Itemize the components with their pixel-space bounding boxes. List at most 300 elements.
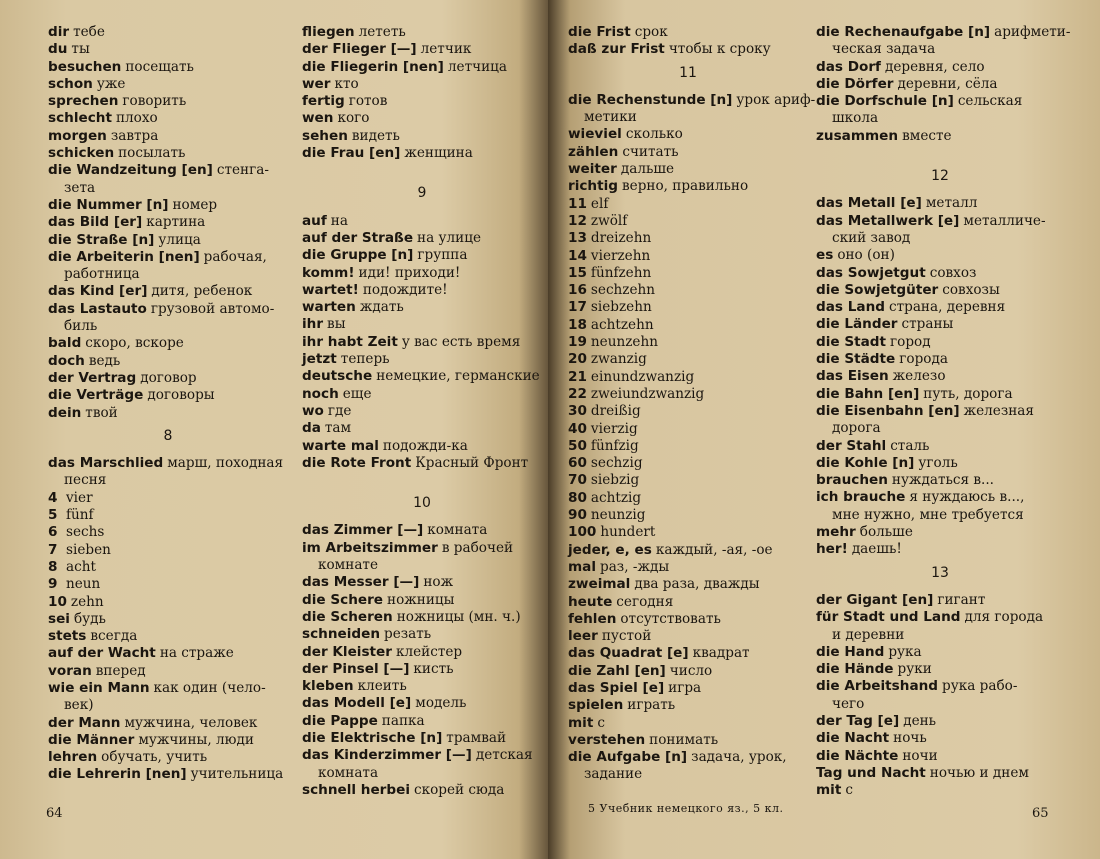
german-term: der Flieger [—] xyxy=(302,41,417,58)
vocab-entry xyxy=(816,678,1064,695)
translation: hundert xyxy=(600,524,656,541)
vocab-entry-continuation xyxy=(48,472,288,489)
german-term: ihr habt Zeit xyxy=(302,333,398,350)
vocab-entry xyxy=(568,715,808,732)
vocab-entry xyxy=(816,609,1064,626)
german-term: 90 xyxy=(568,507,587,524)
translation: zweiundzwanzig xyxy=(590,385,705,402)
translation: задание xyxy=(584,766,643,783)
page-footer: 5 Учебник немецкого яз., 5 кл. xyxy=(588,802,784,815)
vocab-entry xyxy=(48,41,288,58)
vocab-entry xyxy=(816,403,1064,420)
translation: дальше xyxy=(620,161,675,178)
german-term: die Stadt xyxy=(816,333,887,350)
vocab-entry xyxy=(48,162,288,179)
translation: neun xyxy=(66,576,101,593)
german-term: 18 xyxy=(568,316,587,333)
german-term: das Messer [—] xyxy=(302,574,420,591)
vocab-entry xyxy=(568,351,808,368)
translation: посещать xyxy=(125,58,194,75)
vocab-entry xyxy=(48,110,288,127)
vocab-entry-continuation xyxy=(816,230,1064,247)
vocab-entry xyxy=(568,230,808,247)
vocab-entry xyxy=(302,455,542,472)
vocab-entry-continuation xyxy=(302,557,542,574)
vocab-entry xyxy=(48,559,288,576)
translation: квадрат xyxy=(692,645,750,662)
german-term: der Stahl xyxy=(816,437,887,454)
vocab-entry xyxy=(816,299,1064,316)
translation: на xyxy=(330,212,348,229)
german-term: die Scheren xyxy=(302,608,393,625)
vocab-entry xyxy=(302,59,542,76)
vocab-entry xyxy=(568,455,808,472)
translation: номер xyxy=(172,196,218,213)
translation: каждый, -ая, -ое xyxy=(655,541,773,558)
vocab-entry xyxy=(816,748,1064,765)
translation: нуждаться в... xyxy=(891,472,995,489)
vocab-entry xyxy=(302,41,542,58)
spacer xyxy=(302,472,542,489)
translation: в рабочей xyxy=(441,539,514,556)
german-term: du xyxy=(48,41,68,58)
german-term: die Hand xyxy=(816,643,885,660)
german-term: die Rechenstunde [n] xyxy=(568,91,733,108)
vocab-entry xyxy=(568,628,808,645)
vocab-entry xyxy=(568,144,808,161)
german-term: besuchen xyxy=(48,58,122,75)
translation: ждать xyxy=(359,299,404,316)
translation: играть xyxy=(627,697,676,714)
translation: ты xyxy=(71,41,90,58)
section-number: 8 xyxy=(163,427,173,444)
translation: fünfzig xyxy=(590,437,639,454)
german-term: die Elektrische [n] xyxy=(302,729,443,746)
german-term: ihr xyxy=(302,316,324,333)
translation: с xyxy=(597,714,605,731)
vocab-entry xyxy=(568,317,808,334)
german-term: verstehen xyxy=(568,731,646,748)
translation: метики xyxy=(584,109,637,126)
translation: клеить xyxy=(357,678,407,695)
vocab-entry xyxy=(48,645,288,662)
vocab-entry xyxy=(48,715,288,732)
german-term: 10 xyxy=(48,593,67,610)
vocab-entry xyxy=(568,697,808,714)
german-term: jeder, e, es xyxy=(568,541,652,558)
translation: на страже xyxy=(159,645,234,662)
vocab-entry xyxy=(48,249,288,266)
vocab-entry xyxy=(302,334,542,351)
german-term: die Dorfschule [n] xyxy=(816,93,954,110)
german-term: doch xyxy=(48,352,85,369)
translation: совхоз xyxy=(929,264,977,281)
vocab-entry xyxy=(568,41,808,58)
vocab-entry xyxy=(302,592,542,609)
vocab-entry xyxy=(568,126,808,143)
german-term: richtig xyxy=(568,178,618,195)
german-term: 5 xyxy=(48,507,58,524)
section-number: 9 xyxy=(417,185,427,202)
vocab-entry xyxy=(302,299,542,316)
vocab-entry-continuation xyxy=(48,318,288,335)
vocab-entry xyxy=(302,386,542,403)
vocab-entry xyxy=(816,351,1064,368)
vocab-entry xyxy=(568,663,808,680)
translation: страна, деревня xyxy=(888,299,1006,316)
translation: улица xyxy=(158,231,201,248)
translation: dreißig xyxy=(590,403,641,420)
translation: посылать xyxy=(118,145,186,162)
german-term: das Lastauto xyxy=(48,300,147,317)
german-term: im Arbeitszimmer xyxy=(302,539,438,556)
german-term: zählen xyxy=(568,143,619,160)
vocab-entry-continuation xyxy=(48,697,288,714)
translation: и деревни xyxy=(832,626,905,643)
german-term: mehr xyxy=(816,524,856,541)
vocab-entry xyxy=(48,283,288,300)
vocab-entry xyxy=(302,661,542,678)
translation: число xyxy=(669,662,713,679)
translation: einundzwanzig xyxy=(590,368,695,385)
translation: скоро, вскоре xyxy=(85,335,184,352)
german-term: die Wandzeitung [en] xyxy=(48,162,213,179)
translation: клейстер xyxy=(395,643,463,660)
vocab-entry xyxy=(816,489,1064,506)
translation: арифмети- xyxy=(994,24,1071,40)
german-term: das Land xyxy=(816,299,885,316)
vocab-entry xyxy=(48,405,288,422)
vocab-entry xyxy=(48,628,288,645)
translation: скорей сюда xyxy=(414,781,505,798)
german-term: das Marschlied xyxy=(48,455,164,472)
vocab-entry xyxy=(568,265,808,282)
translation: где xyxy=(327,402,352,419)
translation: вперед xyxy=(95,662,146,679)
vocab-entry xyxy=(302,609,542,626)
translation: школа xyxy=(832,110,879,127)
german-term: fehlen xyxy=(568,610,617,627)
translation: подождите! xyxy=(362,281,448,298)
vocab-entry xyxy=(568,334,808,351)
vocab-entry xyxy=(48,507,288,524)
translation: дитя, ребенок xyxy=(151,283,253,300)
vocab-entry xyxy=(302,230,542,247)
german-term: die Sowjetgüter xyxy=(816,281,939,298)
translation: как один (чело- xyxy=(153,679,266,696)
translation: женщина xyxy=(404,145,473,162)
translation: игра xyxy=(668,679,702,696)
vocab-entry xyxy=(302,522,542,539)
german-term: auf xyxy=(302,212,327,229)
german-term: das Zimmer [—] xyxy=(302,522,424,539)
translation: комната xyxy=(318,764,379,781)
vocab-entry xyxy=(568,594,808,611)
translation: город xyxy=(890,333,931,350)
translation: день xyxy=(903,712,937,729)
german-term: das Eisen xyxy=(816,368,889,385)
vocab-entry xyxy=(302,316,542,333)
german-term: der Pinsel [—] xyxy=(302,660,410,677)
german-term: die Pappe xyxy=(302,712,378,729)
vocab-entry xyxy=(302,730,542,747)
vocab-entry xyxy=(816,282,1064,299)
vocab-entry xyxy=(816,765,1064,782)
vocab-entry xyxy=(568,403,808,420)
translation: руки xyxy=(897,661,932,678)
vocab-entry xyxy=(48,128,288,145)
vocab-entry-continuation xyxy=(816,627,1064,644)
vocab-entry xyxy=(568,490,808,507)
translation: больше xyxy=(859,524,913,541)
german-term: wartet! xyxy=(302,281,359,298)
translation: там xyxy=(324,420,352,437)
translation: zwölf xyxy=(590,212,628,229)
vocab-entry xyxy=(48,455,288,472)
vocab-entry xyxy=(48,576,288,593)
translation: elf xyxy=(590,195,609,212)
translation: папка xyxy=(381,712,425,729)
translation: марш, походная xyxy=(167,455,284,472)
translation: железная xyxy=(963,402,1034,419)
translation: чтобы к сроку xyxy=(668,41,771,58)
german-term: Tag und Nacht xyxy=(816,764,926,781)
german-term: morgen xyxy=(48,127,107,144)
vocab-entry xyxy=(48,145,288,162)
translation: всегда xyxy=(90,628,138,645)
translation: готов xyxy=(348,93,388,110)
translation: картина xyxy=(146,214,206,231)
german-term: fertig xyxy=(302,93,345,110)
vocab-entry xyxy=(816,541,1064,558)
translation: пустой xyxy=(601,628,652,645)
translation: sechzehn xyxy=(590,282,656,299)
german-term: die Schere xyxy=(302,591,384,608)
german-term: 20 xyxy=(568,351,587,368)
translation: летчик xyxy=(420,41,472,58)
translation: с xyxy=(845,782,853,799)
vocab-entry xyxy=(816,644,1064,661)
translation: оно (он) xyxy=(837,247,895,264)
german-term: zusammen xyxy=(816,127,899,144)
german-term: schlecht xyxy=(48,110,112,127)
translation: мужчины, люди xyxy=(138,731,254,748)
vocab-entry xyxy=(48,542,288,559)
vocab-entry xyxy=(568,282,808,299)
translation: комнате xyxy=(318,557,378,574)
german-term: das Quadrat [e] xyxy=(568,645,689,662)
translation: мужчина, человек xyxy=(124,714,258,731)
translation: dreizehn xyxy=(590,230,652,247)
vocab-entry xyxy=(816,213,1064,230)
german-term: 12 xyxy=(568,212,587,229)
translation: будь xyxy=(73,610,106,627)
german-term: wieviel xyxy=(568,126,622,143)
translation: еще xyxy=(342,385,372,402)
translation: отсутствовать xyxy=(620,610,721,627)
vocab-entry xyxy=(816,76,1064,93)
translation: деревни, сёла xyxy=(897,75,998,92)
translation: уголь xyxy=(918,454,958,471)
german-term: ich brauche xyxy=(816,489,906,506)
vocab-entry xyxy=(302,265,542,282)
vocab-entry-continuation xyxy=(816,110,1064,127)
vocab-entry xyxy=(568,178,808,195)
translation: ский завод xyxy=(832,229,911,246)
vocab-entry-continuation xyxy=(48,266,288,283)
translation: даешь! xyxy=(851,541,902,558)
vocab-entry xyxy=(568,749,808,766)
vocab-entry xyxy=(48,353,288,370)
translation: кто xyxy=(334,75,359,92)
translation: мне нужно, мне требуется xyxy=(832,506,1024,523)
translation: грузовой автомо- xyxy=(150,300,275,317)
vocab-entry xyxy=(48,594,288,611)
german-term: der Vertrag xyxy=(48,369,137,386)
vocab-entry xyxy=(48,749,288,766)
translation: работница xyxy=(64,266,140,283)
section-number: 10 xyxy=(413,495,431,512)
german-term: sehen xyxy=(302,127,348,144)
german-term: das Sowjetgut xyxy=(816,264,926,281)
translation: резать xyxy=(384,626,432,643)
translation: говорить xyxy=(122,93,187,110)
page-number-left: 64 xyxy=(46,806,63,821)
vocab-entry xyxy=(568,24,808,41)
german-term: stets xyxy=(48,628,87,645)
vocab-entry xyxy=(302,626,542,643)
translation: города xyxy=(899,351,948,368)
translation: два раза, дважды xyxy=(634,576,760,593)
german-term: wer xyxy=(302,75,331,92)
vocab-entry-continuation xyxy=(816,696,1064,713)
german-term: dir xyxy=(48,24,70,40)
translation: век) xyxy=(64,697,94,714)
section-number: 13 xyxy=(931,564,949,581)
vocab-entry xyxy=(568,369,808,386)
translation: гигант xyxy=(937,591,986,608)
vocab-entry-continuation xyxy=(816,41,1064,58)
vocab-entry xyxy=(48,387,288,404)
translation: путь, дорога xyxy=(923,385,1013,402)
translation: ночь xyxy=(893,730,927,747)
german-term: die Straße [n] xyxy=(48,231,155,248)
translation: для города xyxy=(964,609,1044,626)
translation: завтра xyxy=(110,127,159,144)
german-term: die Nächte xyxy=(816,747,899,764)
translation: vierzehn xyxy=(590,247,651,264)
translation: уже xyxy=(96,75,126,92)
german-term: 30 xyxy=(568,403,587,420)
german-term: die Männer xyxy=(48,731,135,748)
german-term: das Spiel [e] xyxy=(568,679,665,696)
vocab-entry xyxy=(302,403,542,420)
translation: теперь xyxy=(340,351,390,368)
german-term: heute xyxy=(568,593,613,610)
german-term: zweimal xyxy=(568,576,631,593)
translation: верно, правильно xyxy=(622,178,749,195)
vocab-entry xyxy=(48,370,288,387)
german-term: das Modell [e] xyxy=(302,695,412,712)
german-term: mit xyxy=(816,782,842,799)
german-term: schnell herbei xyxy=(302,781,410,798)
vocab-entry xyxy=(816,128,1064,145)
german-term: 4 xyxy=(48,489,58,506)
vocab-entry xyxy=(302,93,542,110)
translation: sechzig xyxy=(590,455,643,472)
german-term: das Bild [er] xyxy=(48,214,143,231)
translation: тебе xyxy=(73,24,105,40)
vocab-entry xyxy=(302,213,542,230)
translation: трамвай xyxy=(446,729,507,746)
vocab-entry xyxy=(302,644,542,661)
translation: страны xyxy=(901,316,954,333)
vocab-entry xyxy=(48,524,288,541)
translation: siebzehn xyxy=(590,299,652,316)
vocab-entry xyxy=(302,540,542,557)
translation: металл xyxy=(925,195,978,212)
translation: кого xyxy=(337,110,370,127)
german-term: das Metallwerk [e] xyxy=(816,212,960,229)
german-term: kleben xyxy=(302,678,354,695)
german-term: auf der Straße xyxy=(302,229,414,246)
german-term: der Tag [e] xyxy=(816,712,900,729)
translation: урок ариф- xyxy=(736,91,816,108)
german-term: die Länder xyxy=(816,316,898,333)
german-term: die Arbeiterin [nen] xyxy=(48,248,200,265)
vocab-entry xyxy=(816,59,1064,76)
vocab-entry xyxy=(568,611,808,628)
translation: биль xyxy=(64,318,98,335)
vocab-entry xyxy=(816,730,1064,747)
vocab-entry xyxy=(816,386,1064,403)
vocab-entry xyxy=(302,282,542,299)
german-term: die Rote Front xyxy=(302,454,412,471)
vocab-entry xyxy=(816,713,1064,730)
german-term: das Kind [er] xyxy=(48,283,148,300)
translation: acht xyxy=(66,558,96,575)
translation: плохо xyxy=(115,110,158,127)
translation: считать xyxy=(622,143,679,160)
vocab-entry xyxy=(568,645,808,662)
translation: совхозы xyxy=(942,281,1000,298)
vocab-entry xyxy=(568,507,808,524)
german-term: sei xyxy=(48,610,70,627)
translation: учительница xyxy=(190,766,284,783)
vocab-entry xyxy=(568,472,808,489)
translation: детская xyxy=(475,747,533,764)
vocab-entry xyxy=(302,368,542,385)
translation: вместе xyxy=(902,127,952,144)
vocab-entry xyxy=(568,524,808,541)
translation: zehn xyxy=(70,593,104,610)
german-term: 40 xyxy=(568,420,587,437)
translation: vier xyxy=(66,489,93,506)
translation: раз, -жды xyxy=(600,558,670,575)
german-term: die Bahn [en] xyxy=(816,385,920,402)
vocab-entry xyxy=(48,611,288,628)
german-term: die Rechenaufgabe [n] xyxy=(816,24,991,40)
vocab-entry xyxy=(568,732,808,749)
german-term: 70 xyxy=(568,472,587,489)
german-term: die Gruppe [n] xyxy=(302,247,414,264)
translation: рабочая, xyxy=(203,248,267,265)
vocab-entry xyxy=(568,421,808,438)
translation: achtzehn xyxy=(590,316,654,333)
vocab-entry xyxy=(302,747,542,764)
translation: зета xyxy=(64,179,96,196)
vocab-entry xyxy=(302,438,542,455)
